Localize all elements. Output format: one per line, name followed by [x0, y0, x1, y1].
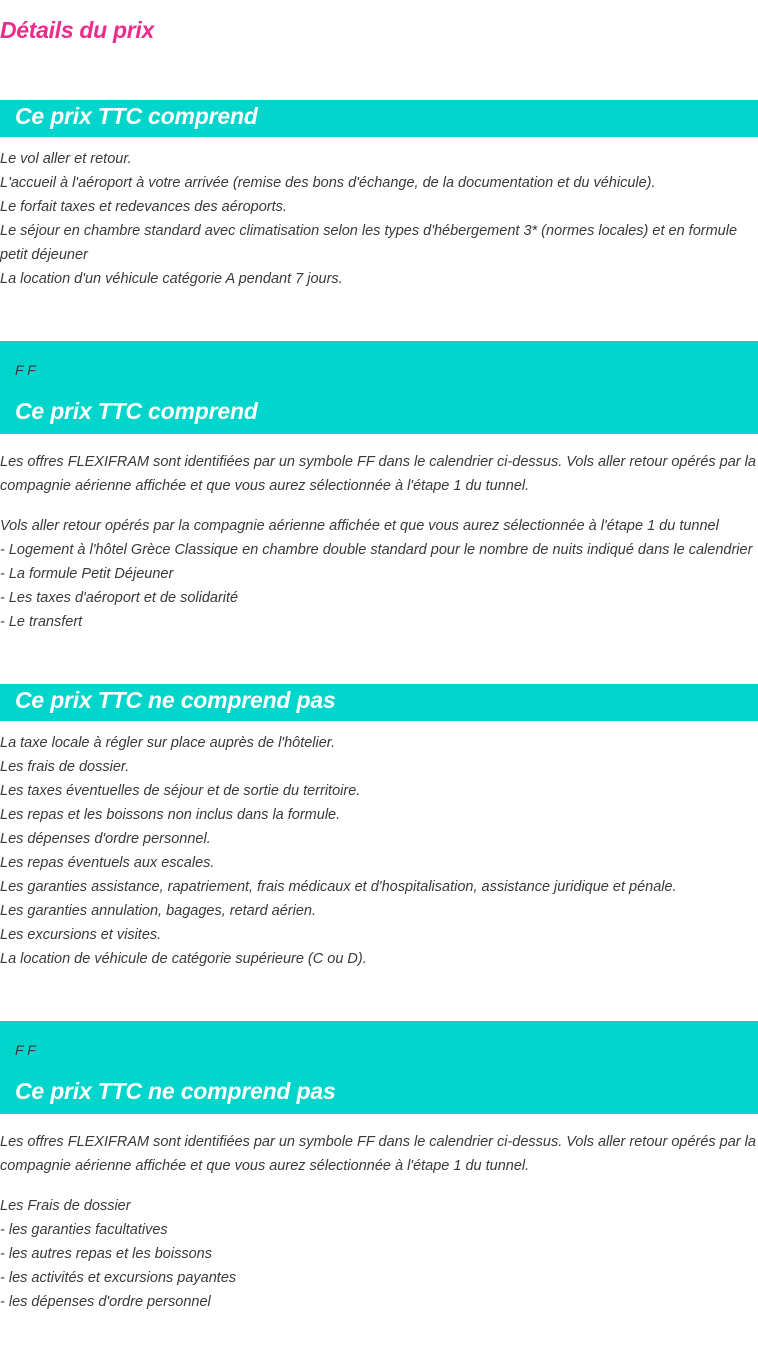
list-item: L'accueil à l'aéroport à votre arrivée (remise des bons d'échange, de la documentation et du véhicule).: [0, 175, 656, 191]
section-header-flexifram-excludes: [0, 1021, 758, 1114]
list-item: Le forfait taxes et redevances des aéroports.: [0, 199, 287, 215]
list-item: Les dépenses d'ordre personnel.: [0, 831, 211, 847]
list-item: La location d'un véhicule catégorie A pendant 7 jours.: [0, 271, 343, 287]
list-item: Les taxes éventuelles de séjour et de sortie du territoire.: [0, 783, 361, 799]
list-item: Vols aller retour opérés par la compagnie aérienne affichée et que vous aurez sélectionnée à l'étape 1 du tunnel: [0, 518, 719, 534]
section-heading: Ce prix TTC comprend: [15, 103, 258, 129]
list-item: Les excursions et visites.: [0, 927, 162, 943]
paragraph-text: Les offres FLEXIFRAM sont identifiées par un symbole FF dans le calendrier ci-dessus. Vols aller retour opérés par la compagnie aérienne affichée et que vous aurez sélectionnée à l'étape 1 du tunnel.: [0, 1134, 756, 1174]
list-item: Les Frais de dossier: [0, 1198, 131, 1214]
list-item: Le vol aller et retour.: [0, 151, 132, 167]
list-item: - Logement à l'hôtel Grèce Classique en chambre double standard pour le nombre de nuits indiqué dans le calendrier: [0, 542, 753, 558]
section-header-includes: [0, 100, 758, 137]
flexifram-ff-marker: F F: [15, 1042, 36, 1058]
flexifram-excludes-list: [0, 1194, 756, 1314]
list-item: - Les taxes d'aéroport et de solidarité: [0, 590, 239, 606]
list-item: La location de véhicule de catégorie supérieure (C ou D).: [0, 951, 367, 967]
list-item: Les repas et les boissons non inclus dans la formule.: [0, 807, 341, 823]
list-item: Les frais de dossier.: [0, 759, 130, 775]
flexifram-intro: [0, 1130, 756, 1178]
list-item: - Le transfert: [0, 614, 83, 630]
section-heading: Ce prix TTC ne comprend pas: [15, 1078, 336, 1104]
list-item: - les dépenses d'ordre personnel: [0, 1294, 211, 1310]
paragraph-text: Les offres FLEXIFRAM sont identifiées par un symbole FF dans le calendrier ci-dessus. Vols aller retour opérés par la compagnie aérienne affichée et que vous aurez sélectionnée à l'étape 1 du tunnel.: [0, 454, 756, 494]
excludes-list: [0, 731, 756, 971]
section-header-flexifram-includes: [0, 341, 758, 434]
includes-list: [0, 147, 756, 291]
list-item: - les garanties facultatives: [0, 1222, 168, 1238]
section-heading: Ce prix TTC comprend: [15, 398, 258, 424]
list-item: Les garanties annulation, bagages, retard aérien.: [0, 903, 316, 919]
flexifram-ff-marker: F F: [15, 362, 36, 378]
list-item: Les repas éventuels aux escales.: [0, 855, 215, 871]
list-item: - les autres repas et les boissons: [0, 1246, 212, 1262]
list-item: Les garanties assistance, rapatriement, frais médicaux et d'hospitalisation, assistance juridique et pénale.: [0, 879, 677, 895]
list-item: - La formule Petit Déjeuner: [0, 566, 174, 582]
section-header-excludes: [0, 684, 758, 721]
list-item: La taxe locale à régler sur place auprès de l'hôtelier.: [0, 735, 336, 751]
flexifram-intro: [0, 450, 756, 498]
flexifram-includes-list: [0, 514, 756, 634]
page-title: Détails du prix: [0, 17, 154, 43]
section-heading: Ce prix TTC ne comprend pas: [15, 687, 336, 713]
list-item: Le séjour en chambre standard avec climatisation selon les types d'hébergement 3* (normes locales) et en formule petit déjeuner: [0, 223, 738, 263]
list-item: - les activités et excursions payantes: [0, 1270, 237, 1286]
